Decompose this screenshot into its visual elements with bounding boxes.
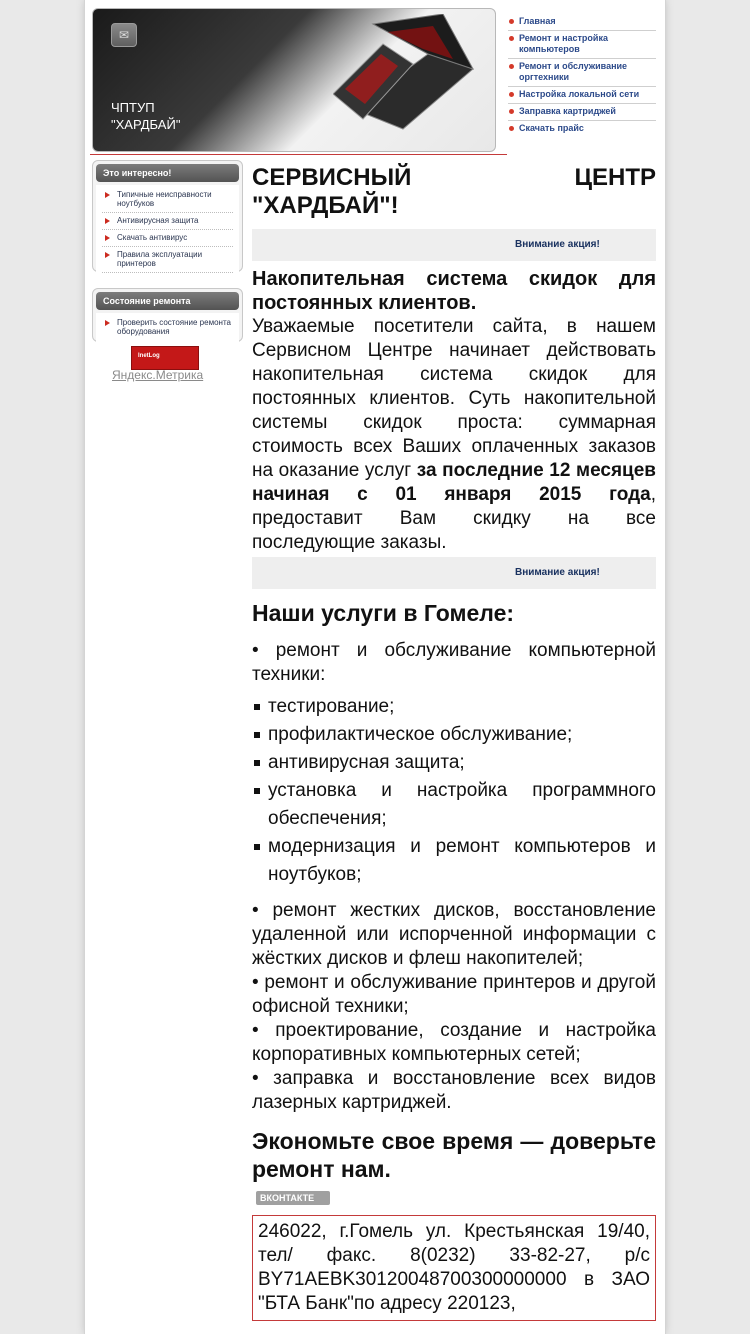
- promo-banner-2[interactable]: [252, 557, 656, 589]
- vkontakte-share-button[interactable]: ВКОНТАКТЕ: [256, 1191, 330, 1205]
- sidebar-link-laptop-faults[interactable]: Типичные неисправности ноутбуков: [102, 187, 233, 213]
- inetlog-label: InetLog: [138, 353, 160, 359]
- service-item-hdd: • ремонт жестких дисков, восстановление удаленной или испорченной информации с жёстких дисков и флеш накопителей;: [252, 900, 656, 969]
- sub-service-item: тестирование;: [268, 693, 656, 721]
- nav-item-home[interactable]: Главная: [508, 14, 656, 31]
- header-banner: [92, 8, 496, 152]
- company-name-line1: ЧПТУП: [111, 100, 155, 115]
- sub-service-item: профилактическое обслуживание;: [268, 721, 656, 749]
- discount-text-part2: , предоставит Вам скидку на все последующие заказы.: [252, 484, 656, 553]
- nav-item-office-equipment[interactable]: Ремонт и обслуживание оргтехники: [508, 59, 656, 87]
- mail-icon[interactable]: ✉: [111, 23, 137, 47]
- nav-item-computer-repair[interactable]: Ремонт и настройка компьютеров: [508, 31, 656, 59]
- page-title-line2: "ХАРДБАЙ"!: [252, 192, 399, 219]
- sidebar-repair-box: [92, 288, 243, 342]
- yandex-metrika-link[interactable]: Яндекс.Метрика: [112, 368, 204, 382]
- discount-text-bold: за последние 12 месяцев начиная с 01 января 2015 года: [252, 460, 656, 505]
- sub-service-item: модернизация и ремонт компьютеров и ноутбуков;: [268, 833, 656, 889]
- sidebar-interesting-links: [96, 185, 239, 277]
- sub-service-item: антивирусная защита;: [268, 749, 656, 777]
- service-item-networks: • проектирование, создание и настройка корпоративных компьютерных сетей;: [252, 1020, 656, 1065]
- slogan: Экономьте свое время — доверьте ремонт нам.: [252, 1128, 656, 1182]
- service-item-cartridges: • заправка и восстановление всех видов лазерных картриджей.: [252, 1068, 656, 1113]
- nav-item-price-download[interactable]: Скачать прайс: [508, 121, 656, 137]
- inetlog-counter[interactable]: [131, 346, 199, 370]
- nav-item-local-network[interactable]: Настройка локальной сети: [508, 87, 656, 104]
- discount-text: [252, 315, 656, 555]
- discount-heading: Накопительная система скидок для постоянных клиентов.: [252, 268, 656, 314]
- company-name-line2: "ХАРДБАЙ": [111, 117, 181, 132]
- address-block: 246022, г.Гомель ул. Крестьянская 19/40, тел/ факс. 8(0232) 33-82-27, р/с BY71AEBK30120048700300000000 в ЗАО "БТА Банк"по адресу 220123,: [252, 1215, 656, 1321]
- top-navigation: [508, 14, 656, 137]
- computer-services-list: [268, 693, 656, 889]
- promo-label-1: Внимание акция!: [515, 239, 600, 250]
- service-item-computers: • ремонт и обслуживание компьютерной техники:: [252, 640, 656, 685]
- sidebar-repair-links: [96, 313, 239, 344]
- sidebar-link-check-repair[interactable]: Проверить состояние ремонта оборудования: [102, 315, 233, 340]
- sidebar-repair-title: Состояние ремонта: [96, 292, 239, 310]
- main-content: [252, 164, 656, 1321]
- sidebar-interesting-title: Это интересно!: [96, 164, 239, 182]
- nav-item-cartridges[interactable]: Заправка картриджей: [508, 104, 656, 121]
- sidebar-interesting-box: [92, 160, 243, 272]
- page-title-line1: СЕРВИСНЫЙ ЦЕНТР: [252, 164, 656, 191]
- company-name: [111, 99, 180, 133]
- discount-text-part1: Уважаемые посетители сайта, в нашем Сервисном Центре начинает действовать накопительная система скидок для постоянных клиентов. Суть накопительной системы скидок проста: суммарная стоимость всех Ваших оплаченных заказов на оказание услуг: [252, 316, 656, 481]
- sidebar-link-printer-rules[interactable]: Правила эксплуатации принтеров: [102, 247, 233, 273]
- promo-label-2: Внимание акция!: [515, 567, 600, 578]
- sub-service-item: установка и настройка программного обеспечения;: [268, 777, 656, 833]
- promo-banner-1[interactable]: [252, 229, 656, 261]
- sidebar-link-download-antivirus[interactable]: Скачать антивирус: [102, 230, 233, 247]
- services-heading: Наши услуги в Гомеле:: [252, 600, 515, 626]
- laptop-image: [333, 14, 483, 134]
- header-divider: [90, 154, 507, 155]
- service-item-printers: • ремонт и обслуживание принтеров и другой офисной техники;: [252, 972, 656, 1017]
- sidebar-link-antivirus-protection[interactable]: Антивирусная защита: [102, 213, 233, 230]
